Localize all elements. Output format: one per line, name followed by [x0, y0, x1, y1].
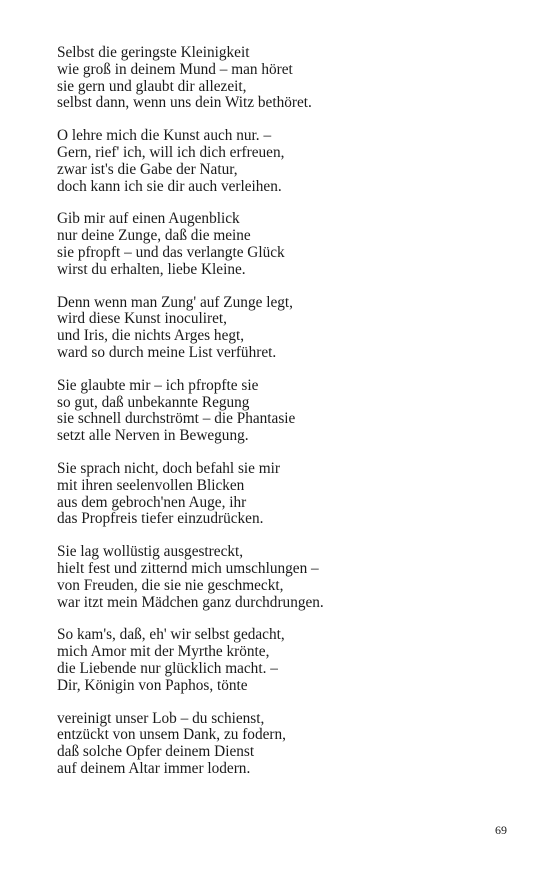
poem-line: die Liebende nur glücklich macht. –	[57, 659, 278, 677]
stanza-7	[57, 544, 517, 611]
poem-line: wirst du erhalten, liebe Kleine.	[57, 260, 246, 278]
poem-line: zwar ist's die Gabe der Natur,	[57, 160, 238, 178]
stanza-5	[57, 378, 517, 445]
poem-line: war itzt mein Mädchen ganz durchdrungen.	[57, 593, 324, 611]
poem-line: Selbst die geringste Kleinigkeit	[57, 44, 250, 61]
poem-line: sie schnell durchströmt – die Phantasie	[57, 410, 296, 428]
poem-line: das Propfreis tiefer einzudrücken.	[57, 510, 264, 528]
poem-line: Sie sprach nicht, doch befahl sie mir	[57, 459, 281, 477]
poem-line: Dir, Königin von Paphos, tönte	[57, 676, 248, 694]
page-number: 69	[495, 823, 507, 837]
poem-line: nur deine Zunge, daß die meine	[57, 227, 251, 245]
poem-line: ward so durch meine List verführet.	[57, 343, 277, 361]
poem-line: auf deinem Altar immer lodern.	[57, 759, 251, 777]
stanza-9	[57, 711, 517, 778]
poem-line: von Freuden, die sie nie geschmeckt,	[57, 576, 284, 594]
poem-line: So kam's, daß, eh' wir selbst gedacht,	[57, 626, 285, 644]
poem-line: sie pfropft – und das verlangte Glück	[57, 243, 285, 261]
stanza-2	[57, 128, 517, 195]
poem-line: doch kann ich sie dir auch verleihen.	[57, 177, 282, 195]
poem-line: entzückt von unsem Dank, zu fodern,	[57, 726, 286, 744]
poem-line: setzt alle Nerven in Bewegung.	[57, 427, 249, 445]
poem-line: Sie lag wollüstig ausgestreckt,	[57, 543, 244, 561]
stanza-8	[57, 627, 517, 694]
poem-line: hielt fest und zitternd mich umschlungen –	[57, 559, 319, 577]
poem-line: und Iris, die nichts Arges hegt,	[57, 327, 245, 345]
poem-line: so gut, daß unbekannte Regung	[57, 393, 250, 411]
poem-line: Denn wenn man Zung' auf Zunge legt,	[57, 293, 293, 311]
poem-line: mit ihren seelenvollen Blicken	[57, 476, 245, 494]
stanza-1	[57, 45, 517, 112]
poem-line: wie groß in deinem Mund – man höret	[57, 60, 293, 78]
poem-line: vereinigt unser Lob – du schienst,	[57, 709, 265, 727]
poem-line: Gern, rief' ich, will ich dich erfreuen,	[57, 143, 285, 161]
poem-line: O lehre mich die Kunst auch nur. –	[57, 127, 272, 145]
stanza-4	[57, 295, 517, 362]
poem-line: Sie glaubte mir – ich pfropfte sie	[57, 376, 259, 394]
poem-line: wird diese Kunst inoculiret,	[57, 310, 227, 328]
poem-line: sie gern und glaubt dir allezeit,	[57, 77, 247, 95]
poem-line: selbst dann, wenn uns dein Witz bethöret.	[57, 94, 312, 112]
poem-line: aus dem gebroch'nen Auge, ihr	[57, 493, 247, 511]
poem-body	[57, 45, 517, 794]
poem-line: daß solche Opfer deinem Dienst	[57, 743, 255, 761]
poem-line: Gib mir auf einen Augenblick	[57, 210, 240, 228]
poem-line: mich Amor mit der Myrthe krönte,	[57, 643, 270, 661]
stanza-6	[57, 461, 517, 528]
stanza-3	[57, 211, 517, 278]
